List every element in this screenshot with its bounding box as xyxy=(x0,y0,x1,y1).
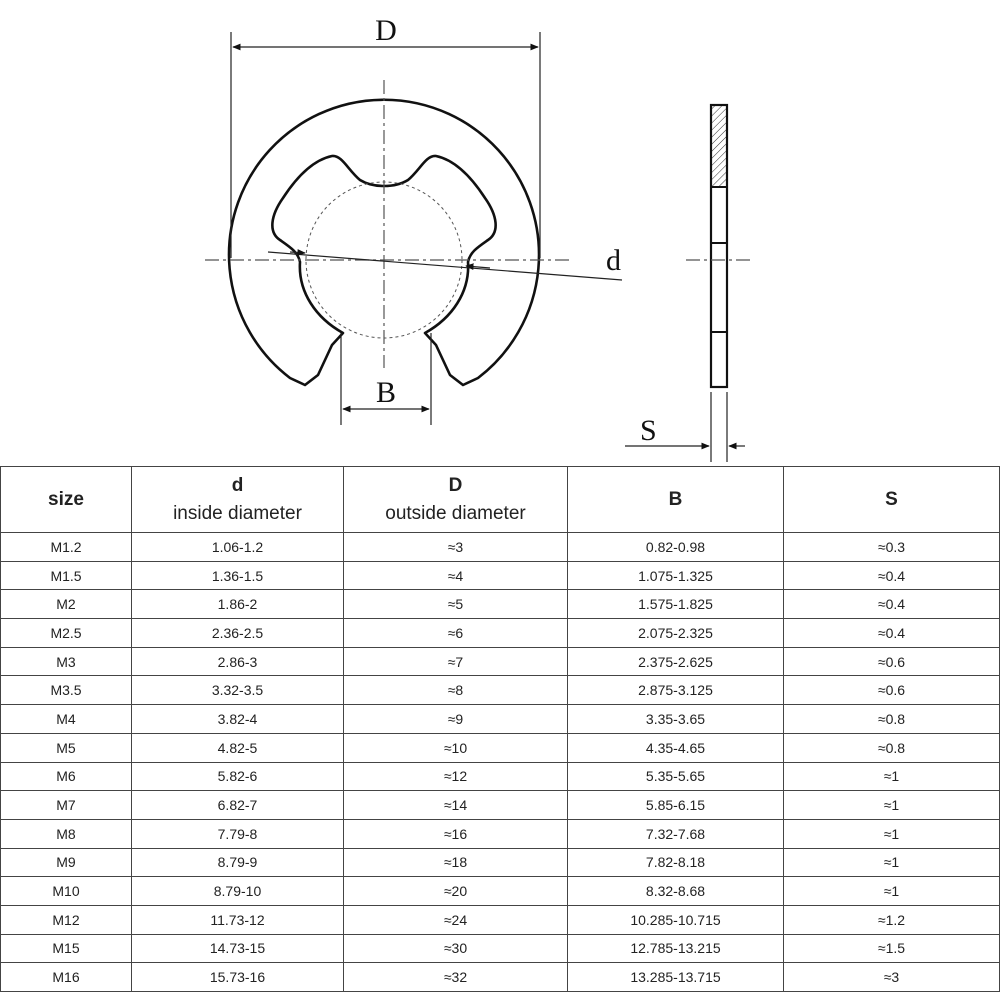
s-cell: ≈1 xyxy=(784,819,1000,848)
b-cell: 7.32-7.68 xyxy=(568,819,784,848)
outside-diameter-cell: ≈7 xyxy=(344,647,568,676)
inside-diameter-cell: 1.36-1.5 xyxy=(132,561,344,590)
size-cell: M3 xyxy=(1,647,132,676)
s-cell: ≈0.3 xyxy=(784,533,1000,562)
size-cell: M7 xyxy=(1,791,132,820)
size-cell: M10 xyxy=(1,877,132,906)
dimension-d xyxy=(268,252,622,280)
s-cell: ≈0.6 xyxy=(784,676,1000,705)
outside-diameter-cell: ≈6 xyxy=(344,619,568,648)
inside-diameter-cell: 5.82-6 xyxy=(132,762,344,791)
header-d-desc: inside diameter xyxy=(173,502,302,524)
s-cell: ≈0.8 xyxy=(784,733,1000,762)
label-D: D xyxy=(375,14,397,47)
inside-diameter-cell: 8.79-9 xyxy=(132,848,344,877)
outside-diameter-cell: ≈30 xyxy=(344,934,568,963)
table-row xyxy=(1,963,1000,992)
inside-diameter-cell: 2.36-2.5 xyxy=(132,619,344,648)
b-cell: 13.285-13.715 xyxy=(568,963,784,992)
outside-diameter-cell: ≈32 xyxy=(344,963,568,992)
inside-diameter-cell: 7.79-8 xyxy=(132,819,344,848)
s-cell: ≈1 xyxy=(784,762,1000,791)
inside-diameter-cell: 6.82-7 xyxy=(132,791,344,820)
header-size: size xyxy=(1,467,132,533)
size-cell: M16 xyxy=(1,963,132,992)
b-cell: 1.075-1.325 xyxy=(568,561,784,590)
inside-diameter-cell: 11.73-12 xyxy=(132,905,344,934)
header-d-symbol: d xyxy=(231,474,244,496)
s-cell: ≈1 xyxy=(784,848,1000,877)
b-cell: 2.075-2.325 xyxy=(568,619,784,648)
inside-diameter-cell: 3.32-3.5 xyxy=(132,676,344,705)
table-row xyxy=(1,705,1000,734)
s-cell: ≈0.6 xyxy=(784,647,1000,676)
header-D-desc: outside diameter xyxy=(385,502,526,524)
size-cell: M8 xyxy=(1,819,132,848)
table-row xyxy=(1,877,1000,906)
size-cell: M1.5 xyxy=(1,561,132,590)
table-row xyxy=(1,791,1000,820)
s-cell: ≈0.4 xyxy=(784,590,1000,619)
b-cell: 0.82-0.98 xyxy=(568,533,784,562)
size-cell: M15 xyxy=(1,934,132,963)
size-cell: M5 xyxy=(1,733,132,762)
outside-diameter-cell: ≈8 xyxy=(344,676,568,705)
label-B: B xyxy=(375,376,397,409)
table-body xyxy=(1,533,1000,992)
b-cell: 7.82-8.18 xyxy=(568,848,784,877)
s-cell: ≈1.2 xyxy=(784,905,1000,934)
inside-diameter-cell: 14.73-15 xyxy=(132,934,344,963)
b-cell: 4.35-4.65 xyxy=(568,733,784,762)
outside-diameter-cell: ≈16 xyxy=(344,819,568,848)
side-view xyxy=(686,105,752,387)
size-spec-table xyxy=(0,466,1000,992)
size-cell: M9 xyxy=(1,848,132,877)
outside-diameter-cell: ≈10 xyxy=(344,733,568,762)
inside-diameter-cell: 2.86-3 xyxy=(132,647,344,676)
inside-diameter-cell: 1.06-1.2 xyxy=(132,533,344,562)
table-row xyxy=(1,934,1000,963)
s-cell: ≈3 xyxy=(784,963,1000,992)
s-cell: ≈0.4 xyxy=(784,561,1000,590)
table-row xyxy=(1,533,1000,562)
outside-diameter-cell: ≈20 xyxy=(344,877,568,906)
b-cell: 8.32-8.68 xyxy=(568,877,784,906)
s-cell: ≈1 xyxy=(784,791,1000,820)
table-row xyxy=(1,676,1000,705)
size-cell: M3.5 xyxy=(1,676,132,705)
header-D-symbol: D xyxy=(448,474,463,496)
label-S: S xyxy=(640,414,657,447)
table-row xyxy=(1,905,1000,934)
header-outside-diameter xyxy=(344,467,568,533)
table-row xyxy=(1,819,1000,848)
table-row xyxy=(1,733,1000,762)
size-cell: M1.2 xyxy=(1,533,132,562)
table-header-row xyxy=(1,467,1000,533)
b-cell: 1.575-1.825 xyxy=(568,590,784,619)
size-cell: M4 xyxy=(1,705,132,734)
size-cell: M12 xyxy=(1,905,132,934)
size-cell: M6 xyxy=(1,762,132,791)
b-cell: 12.785-13.215 xyxy=(568,934,784,963)
table-row xyxy=(1,848,1000,877)
inside-diameter-cell: 8.79-10 xyxy=(132,877,344,906)
inside-diameter-cell: 3.82-4 xyxy=(132,705,344,734)
s-cell: ≈1 xyxy=(784,877,1000,906)
label-d: d xyxy=(606,244,621,277)
b-cell: 2.375-2.625 xyxy=(568,647,784,676)
inside-diameter-cell: 4.82-5 xyxy=(132,733,344,762)
e-clip-dimension-drawing xyxy=(0,0,1000,466)
header-B: B xyxy=(568,467,784,533)
s-cell: ≈1.5 xyxy=(784,934,1000,963)
b-cell: 5.35-5.65 xyxy=(568,762,784,791)
outside-diameter-cell: ≈4 xyxy=(344,561,568,590)
s-cell: ≈0.8 xyxy=(784,705,1000,734)
b-cell: 3.35-3.65 xyxy=(568,705,784,734)
table-row xyxy=(1,647,1000,676)
s-cell: ≈0.4 xyxy=(784,619,1000,648)
inside-diameter-cell: 1.86-2 xyxy=(132,590,344,619)
outside-diameter-cell: ≈5 xyxy=(344,590,568,619)
size-cell: M2 xyxy=(1,590,132,619)
outside-diameter-cell: ≈14 xyxy=(344,791,568,820)
table-row xyxy=(1,590,1000,619)
outside-diameter-cell: ≈18 xyxy=(344,848,568,877)
b-cell: 2.875-3.125 xyxy=(568,676,784,705)
outside-diameter-cell: ≈3 xyxy=(344,533,568,562)
header-inside-diameter xyxy=(132,467,344,533)
outside-diameter-cell: ≈9 xyxy=(344,705,568,734)
table-row xyxy=(1,762,1000,791)
size-cell: M2.5 xyxy=(1,619,132,648)
b-cell: 5.85-6.15 xyxy=(568,791,784,820)
header-S: S xyxy=(784,467,1000,533)
b-cell: 10.285-10.715 xyxy=(568,905,784,934)
outside-diameter-cell: ≈12 xyxy=(344,762,568,791)
inside-diameter-cell: 15.73-16 xyxy=(132,963,344,992)
table-row xyxy=(1,619,1000,648)
table-row xyxy=(1,561,1000,590)
outside-diameter-cell: ≈24 xyxy=(344,905,568,934)
